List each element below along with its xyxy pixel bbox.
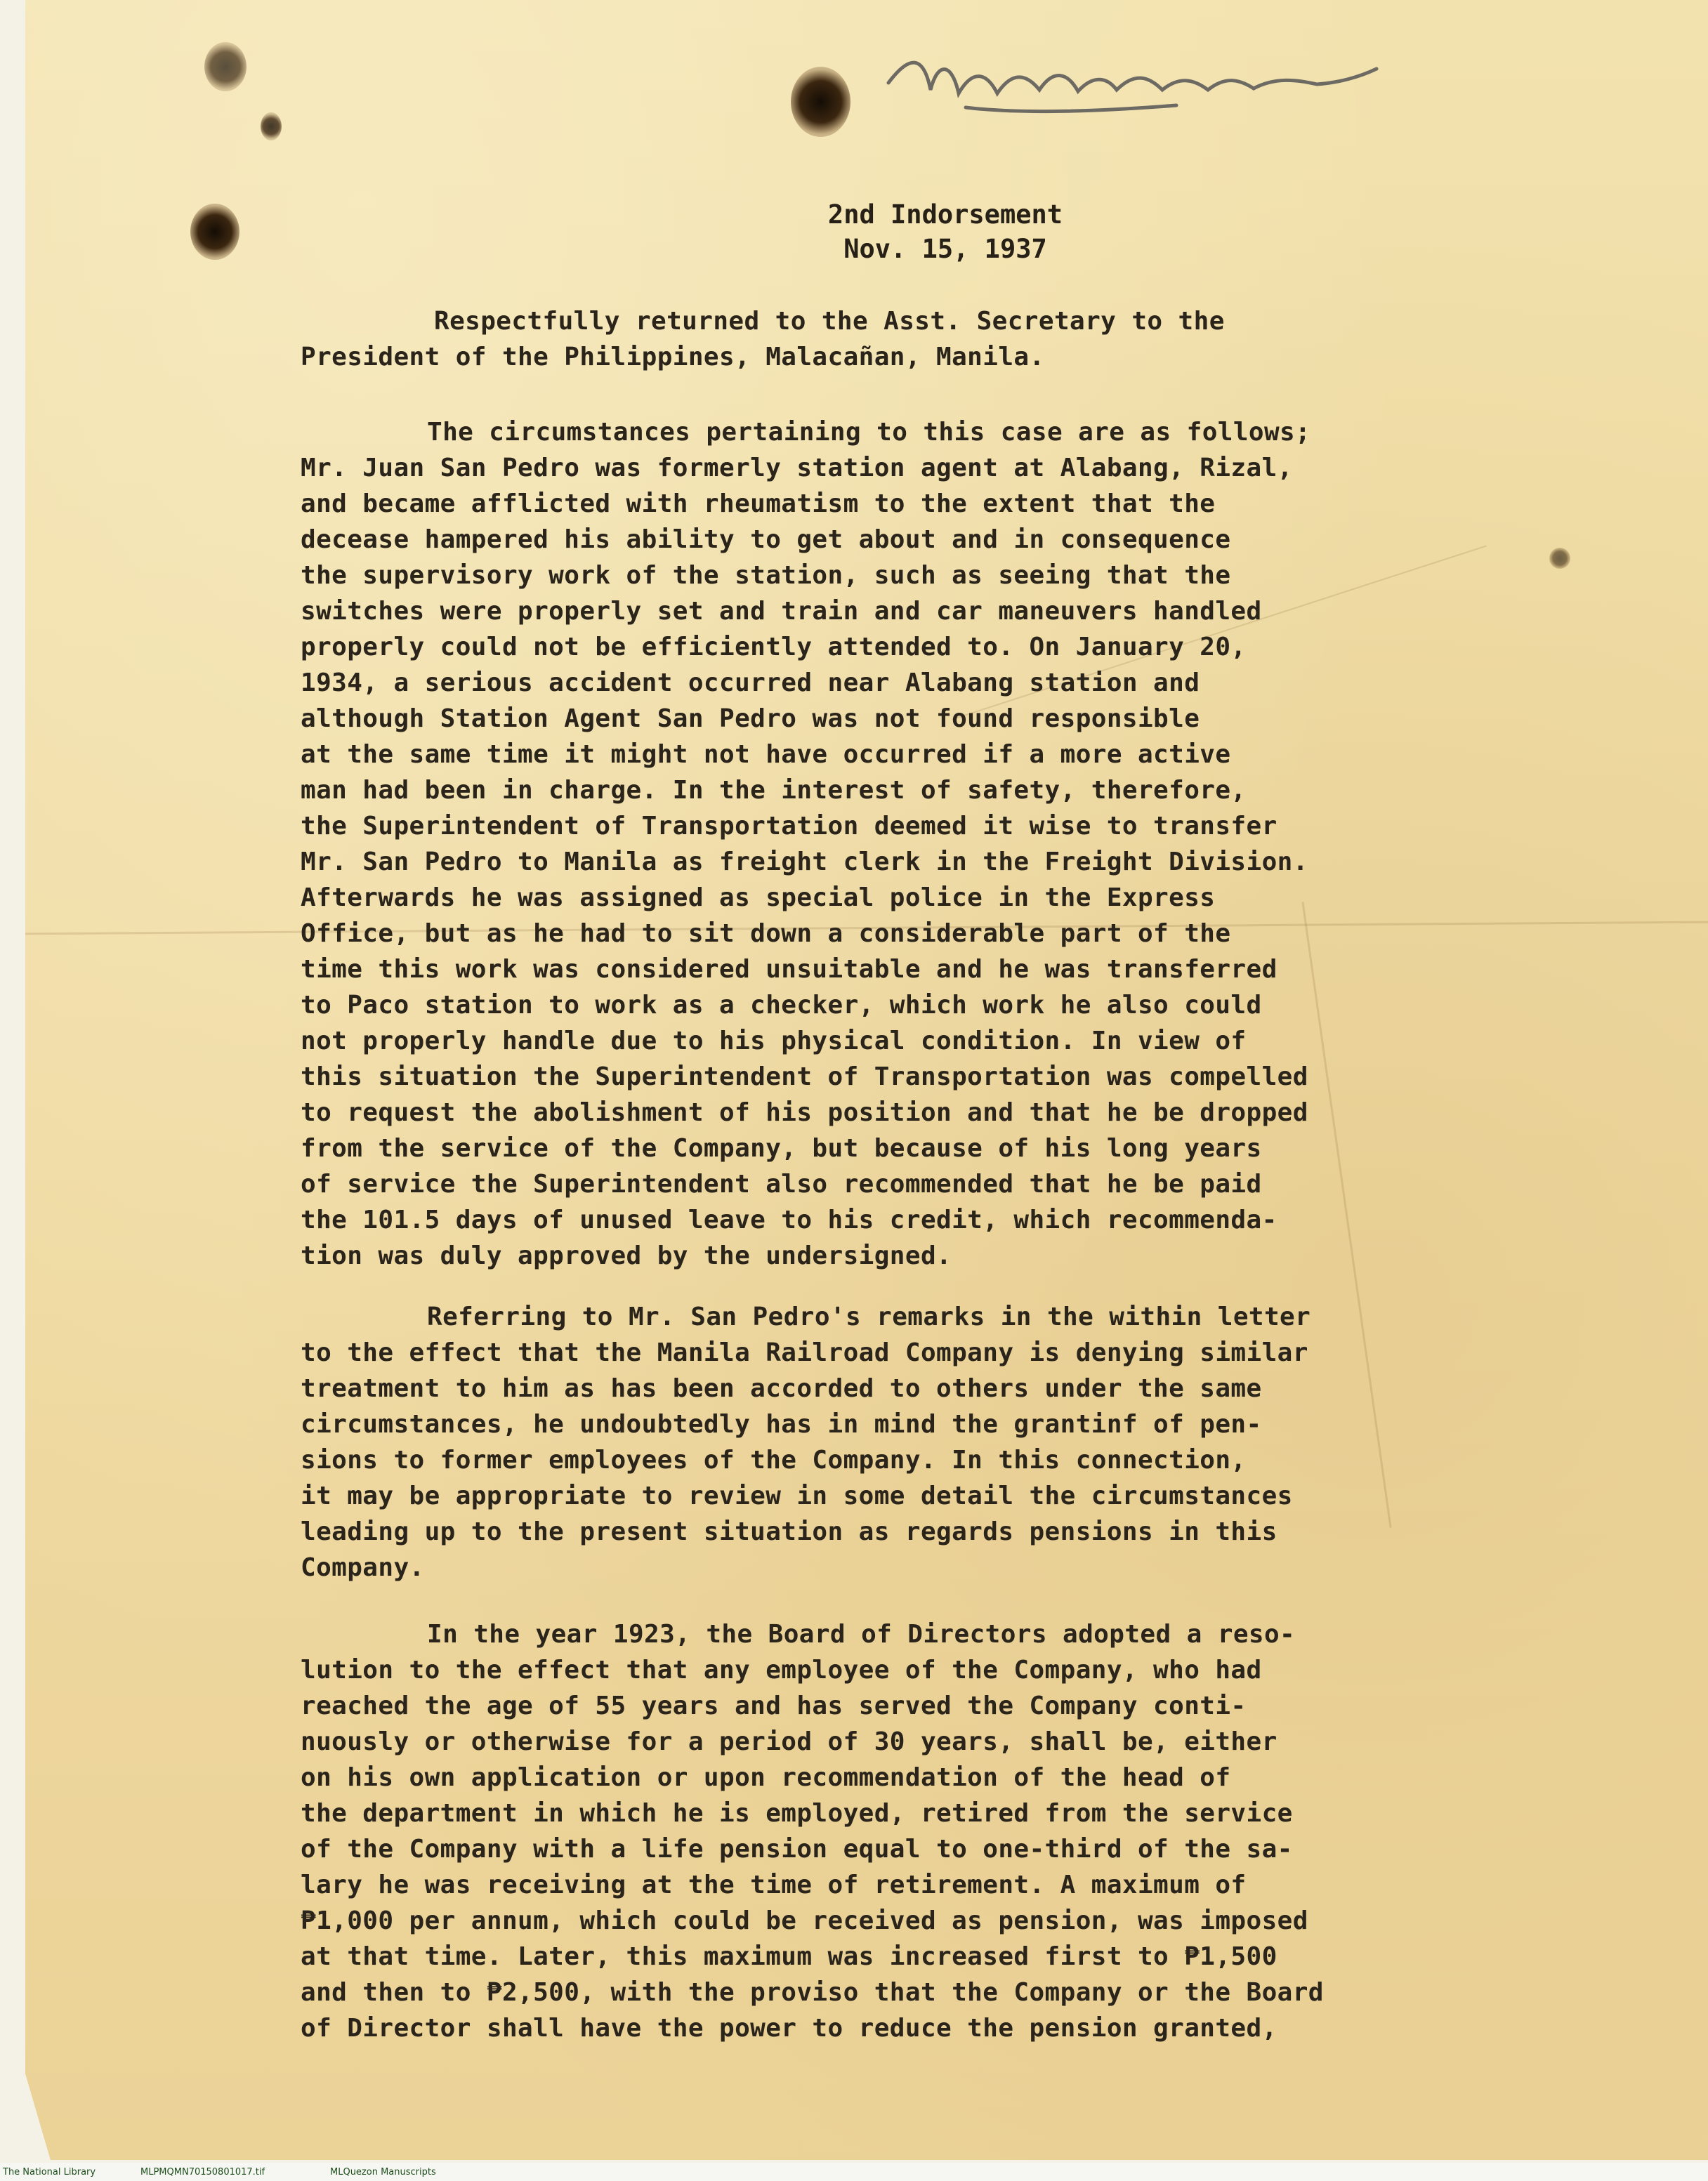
text-line: it may be appropriate to review in some detail the circumstances xyxy=(301,1482,1293,1510)
text-line: lution to the effect that any employee of the Company, who had xyxy=(301,1656,1262,1685)
indorsement-title: 2nd Indorsement xyxy=(827,199,1063,230)
text-line: ₱1,000 per annum, which could be received as pension, was imposed xyxy=(301,1906,1308,1935)
text-line: although Station Agent San Pedro was not found responsible xyxy=(301,704,1200,733)
text-line: to Paco station to work as a checker, which work he also could xyxy=(301,991,1262,1020)
scan-footer xyxy=(0,2163,1708,2181)
paragraph-board-resolution xyxy=(301,1616,1487,2046)
text-line: of service the Superintendent also recommended that he be paid xyxy=(301,1170,1262,1199)
text-line: lary he was receiving at the time of retirement. A maximum of xyxy=(301,1871,1247,1899)
text-line: Afterwards he was assigned as special police in the Express xyxy=(301,883,1216,912)
text-line: President of the Philippines, Malacañan, Manila. xyxy=(301,343,1045,371)
paragraph-case-circumstances xyxy=(301,414,1487,1274)
handwritten-annotation xyxy=(881,41,1387,139)
text-line: nuously or otherwise for a period of 30 years, shall be, either xyxy=(301,1727,1277,1756)
text-line: The circumstances pertaining to this case are as follows; xyxy=(427,418,1311,447)
indorsement-date: Nov. 15, 1937 xyxy=(843,234,1047,264)
text-line: and then to ₱2,500, with the proviso that the Company or the Board xyxy=(301,1978,1324,2007)
paragraph-return-notice xyxy=(301,303,1487,375)
burn-hole-mark xyxy=(261,112,282,140)
text-line: on his own application or upon recommendation of the head of xyxy=(301,1763,1231,1792)
text-line: tion was duly approved by the undersigned. xyxy=(301,1241,952,1270)
text-line: at that time. Later, this maximum was increased first to ₱1,500 xyxy=(301,1942,1277,1971)
text-line: Mr. Juan San Pedro was formerly station agent at Alabang, Rizal, xyxy=(301,454,1293,482)
footer-file-id: MLPMQMN70150801017.tif xyxy=(140,2167,265,2177)
text-line: 1934, a serious accident occurred near Alabang station and xyxy=(301,668,1200,697)
text-line: and became afflicted with rheumatism to the extent that the xyxy=(301,489,1216,518)
text-line: to request the abolishment of his position and that he be dropped xyxy=(301,1098,1308,1127)
text-line: leading up to the present situation as regards pensions in this xyxy=(301,1517,1277,1546)
text-line: Referring to Mr. San Pedro's remarks in the within letter xyxy=(427,1303,1311,1331)
text-line: the department in which he is employed, retired from the service xyxy=(301,1799,1293,1828)
text-line: decease hampered his ability to get about and in consequence xyxy=(301,525,1231,554)
text-line: treatment to him as has been accorded to others under the same xyxy=(301,1374,1262,1403)
burn-hole-mark xyxy=(791,67,850,137)
text-line: the 101.5 days of unused leave to his credit, which recommenda- xyxy=(301,1206,1277,1234)
text-line: Company. xyxy=(301,1553,425,1582)
text-line: time this work was considered unsuitable and he was transferred xyxy=(301,955,1277,984)
burn-hole-mark xyxy=(204,42,247,91)
text-line: circumstances, he undoubtedly has in mind the grantinf of pen- xyxy=(301,1410,1262,1439)
text-line: sions to former employees of the Company. In this connection, xyxy=(301,1446,1247,1475)
text-line: Office, but as he had to sit down a considerable part of the xyxy=(301,919,1231,948)
text-line: not properly handle due to his physical condition. In view of xyxy=(301,1027,1247,1055)
text-line: to the effect that the Manila Railroad Company is denying similar xyxy=(301,1338,1308,1367)
text-line: man had been in charge. In the interest of safety, therefore, xyxy=(301,776,1247,805)
burn-hole-mark xyxy=(1549,548,1570,569)
footer-library: The National Library xyxy=(3,2167,96,2177)
text-line: of Director shall have the power to reduce the pension granted, xyxy=(301,2014,1277,2043)
text-line: from the service of the Company, but because of his long years xyxy=(301,1134,1262,1163)
text-line: the Superintendent of Transportation deemed it wise to transfer xyxy=(301,812,1277,841)
text-line: this situation the Superintendent of Transportation was compelled xyxy=(301,1062,1308,1091)
text-line: at the same time it might not have occurred if a more active xyxy=(301,740,1231,769)
text-line: the supervisory work of the station, such as seeing that the xyxy=(301,561,1231,590)
text-line: In the year 1923, the Board of Directors adopted a reso- xyxy=(427,1620,1296,1649)
text-line: reached the age of 55 years and has served the Company conti- xyxy=(301,1692,1247,1720)
text-line: switches were properly set and train and car maneuvers handled xyxy=(301,597,1262,626)
paragraph-pension-remarks xyxy=(301,1299,1487,1586)
footer-collection: MLQuezon Manuscripts xyxy=(330,2167,436,2177)
text-line: Respectfully returned to the Asst. Secretary to the xyxy=(434,307,1225,336)
text-line: properly could not be efficiently attended to. On January 20, xyxy=(301,633,1247,661)
text-line: of the Company with a life pension equal to one-third of the sa- xyxy=(301,1835,1293,1864)
text-line: Mr. San Pedro to Manila as freight clerk in the Freight Division. xyxy=(301,848,1308,876)
